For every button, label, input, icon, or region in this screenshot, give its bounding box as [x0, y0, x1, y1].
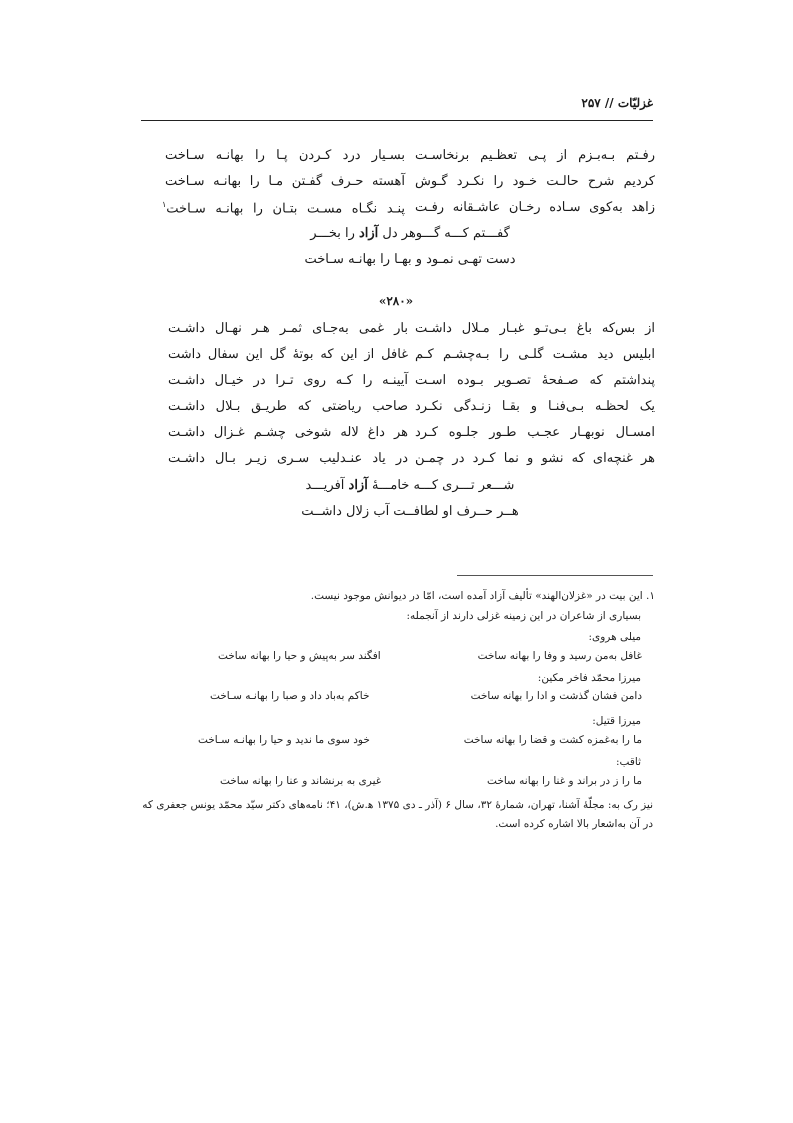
poem2-verse-5: [168, 425, 655, 447]
hemistich-second: غافل از این که بوتهٔ گل این سفال داشت: [168, 347, 408, 362]
closing-text: گفـــتم کـــه گـــوهر دل: [378, 226, 510, 241]
hemistich-second: آهسته حـرف گفـتن مـا را بهانـه سـاخت: [165, 174, 405, 189]
footnote-poet-name: ثاقب:: [616, 756, 641, 768]
hemistich-second: آیینـه را کـه روی تـرا در خیـال داشـت: [168, 373, 408, 388]
poem2-verse-1: [168, 321, 655, 343]
hemistich-first: از بس‌که باغ بـی‌تـو غبـار مـلال داشـت: [415, 321, 655, 336]
hemistich-first: پنداشتم که صـفحهٔ تصـویر بـوده اسـت: [415, 373, 655, 388]
footnote-rule: [457, 575, 653, 576]
poem1-verse-2: [165, 174, 655, 196]
footnote-verse: [220, 775, 642, 791]
poem1-closing-line-1: [240, 226, 580, 241]
hemistich-second: هر داغ لاله شوخی چشـم غـزال داشـت: [168, 425, 408, 440]
hemistich-first: کردیم شرح حالـت خـود را نکـرد گـوش: [415, 174, 655, 189]
footnote-hemistich-first: غافل به‌من رسید و وفا را بهانه ساخت: [477, 650, 642, 662]
hemistich-second: صاحب ریاضتی که طریـق بـلال داشـت: [168, 399, 408, 414]
header-rule: [141, 120, 653, 121]
footnote-verse: [218, 650, 642, 666]
footnote-marker[interactable]: ۱: [162, 200, 167, 209]
hemistich-first: هر غنچه‌ای که نشو و نما کـرد در چمـن: [415, 451, 655, 466]
footnote-verse: [210, 690, 642, 706]
hemistich-second: بسـیار درد کـردن پـا را بهانـه سـاخت: [165, 148, 405, 163]
hemistich-first: زاهد به‌کوی سـاده رخـان عاشـقانه رفـت: [415, 200, 655, 215]
poem2-verse-4: [168, 399, 655, 421]
hemistich-second-text: پنـد نگـاه مسـت بتـان را بهانـه سـاخت: [166, 201, 405, 217]
closing-text: را بخـــر: [310, 226, 359, 241]
footnote-1: ۱. این بیت در «غزلان‌الهند» تألیف آزاد آمده است، امّا در دیوانش موجود نیست.: [310, 590, 655, 602]
header-title: غزلیّات // ۲۵۷: [581, 96, 653, 110]
poem2-closing-line-2: هــر حــرف او لطافــت آب زلال داشــت: [301, 504, 519, 519]
hemistich-second: [162, 200, 405, 216]
poem2-verse-6: [168, 451, 655, 473]
footnote-hemistich-second: غیری به برنشاند و عنا را بهانه ساخت: [220, 775, 382, 787]
closing-text: شـــعر تـــری کـــه خامـــهٔ: [367, 478, 515, 493]
footnote-reference: نیز رک به: مجلّهٔ آشنا، تهران، شمارهٔ ۳۲، سال ۶ (آذر ـ دی ۱۳۷۵ ه‍.ش)، ۴۱؛ نامه‌های دکتر سیّد محمّد یونس جعفری که در آن به‌اشعار بالا اشاره کرده است.: [142, 799, 653, 830]
poet-pen-name: آزاد: [348, 478, 368, 493]
hemistich-second: در یاد عنـدلیب سـری زیـر بـال داشـت: [168, 451, 408, 466]
footnote-hemistich-first: دامن فشان گذشت و ادا را بهانه ساخت: [470, 690, 642, 702]
hemistich-first: یک لحظـه بـی‌فنـا و بقـا زنـدگی نکـرد: [415, 399, 655, 414]
footnote-1-intro: بسیاری از شاعران در این زمینه غزلی دارند از آنجمله:: [406, 610, 641, 622]
poem1-verse-3: [162, 200, 655, 222]
hemistich-first: امسـال نوبهـار عجـب طـور جلـوه کـرد: [415, 425, 655, 440]
footnote-poet-name: میرزا قتیل:: [592, 715, 641, 727]
hemistich-second: بار غمی به‌جـای ثمـر هـر نهـال داشـت: [168, 321, 408, 336]
footnote-poet-name: میرزا محمّد فاخر مکین:: [537, 672, 641, 684]
poet-pen-name: آزاد: [358, 226, 379, 241]
footnote-poet-name: میلی هروی:: [588, 631, 641, 643]
running-header: [141, 96, 653, 120]
footnote-hemistich-second: خاکم به‌باد داد و صبا را بهانـه سـاخت: [210, 690, 370, 702]
poem2-closing-line-1: [240, 478, 580, 493]
ghazal-number: «۲۸۰»: [378, 294, 414, 308]
footnote-hemistich-first: ما را ز در براند و غنا را بهانه ساخت: [487, 775, 642, 787]
poem2-verse-2: [168, 347, 655, 369]
footnote-hemistich-second: خود سوی ما ندید و حیا را بهانـه سـاخت: [198, 734, 370, 746]
footnote-hemistich-second: افگند سر به‌پیش و حیا را بهانه ساخت: [218, 650, 381, 662]
poem1-closing-line-2: دست تهـی نمـود و بهـا را بهانـه سـاخت: [304, 252, 516, 267]
hemistich-first: رفـتم بـه‌بـزم از پـی تعظـیم برنخاسـت: [415, 148, 655, 163]
poem1-verse-1: [165, 148, 655, 170]
poem2-verse-3: [168, 373, 655, 395]
footnote-hemistich-first: ما را به‌غمزه کشت و قضا را بهانه ساخت: [463, 734, 642, 746]
closing-text: آفریـــد: [305, 478, 349, 493]
footnote-verse: [198, 734, 642, 750]
hemistich-first: ابلیس دید مشـت گلـی را بـه‌چشـم کـم: [415, 347, 655, 362]
